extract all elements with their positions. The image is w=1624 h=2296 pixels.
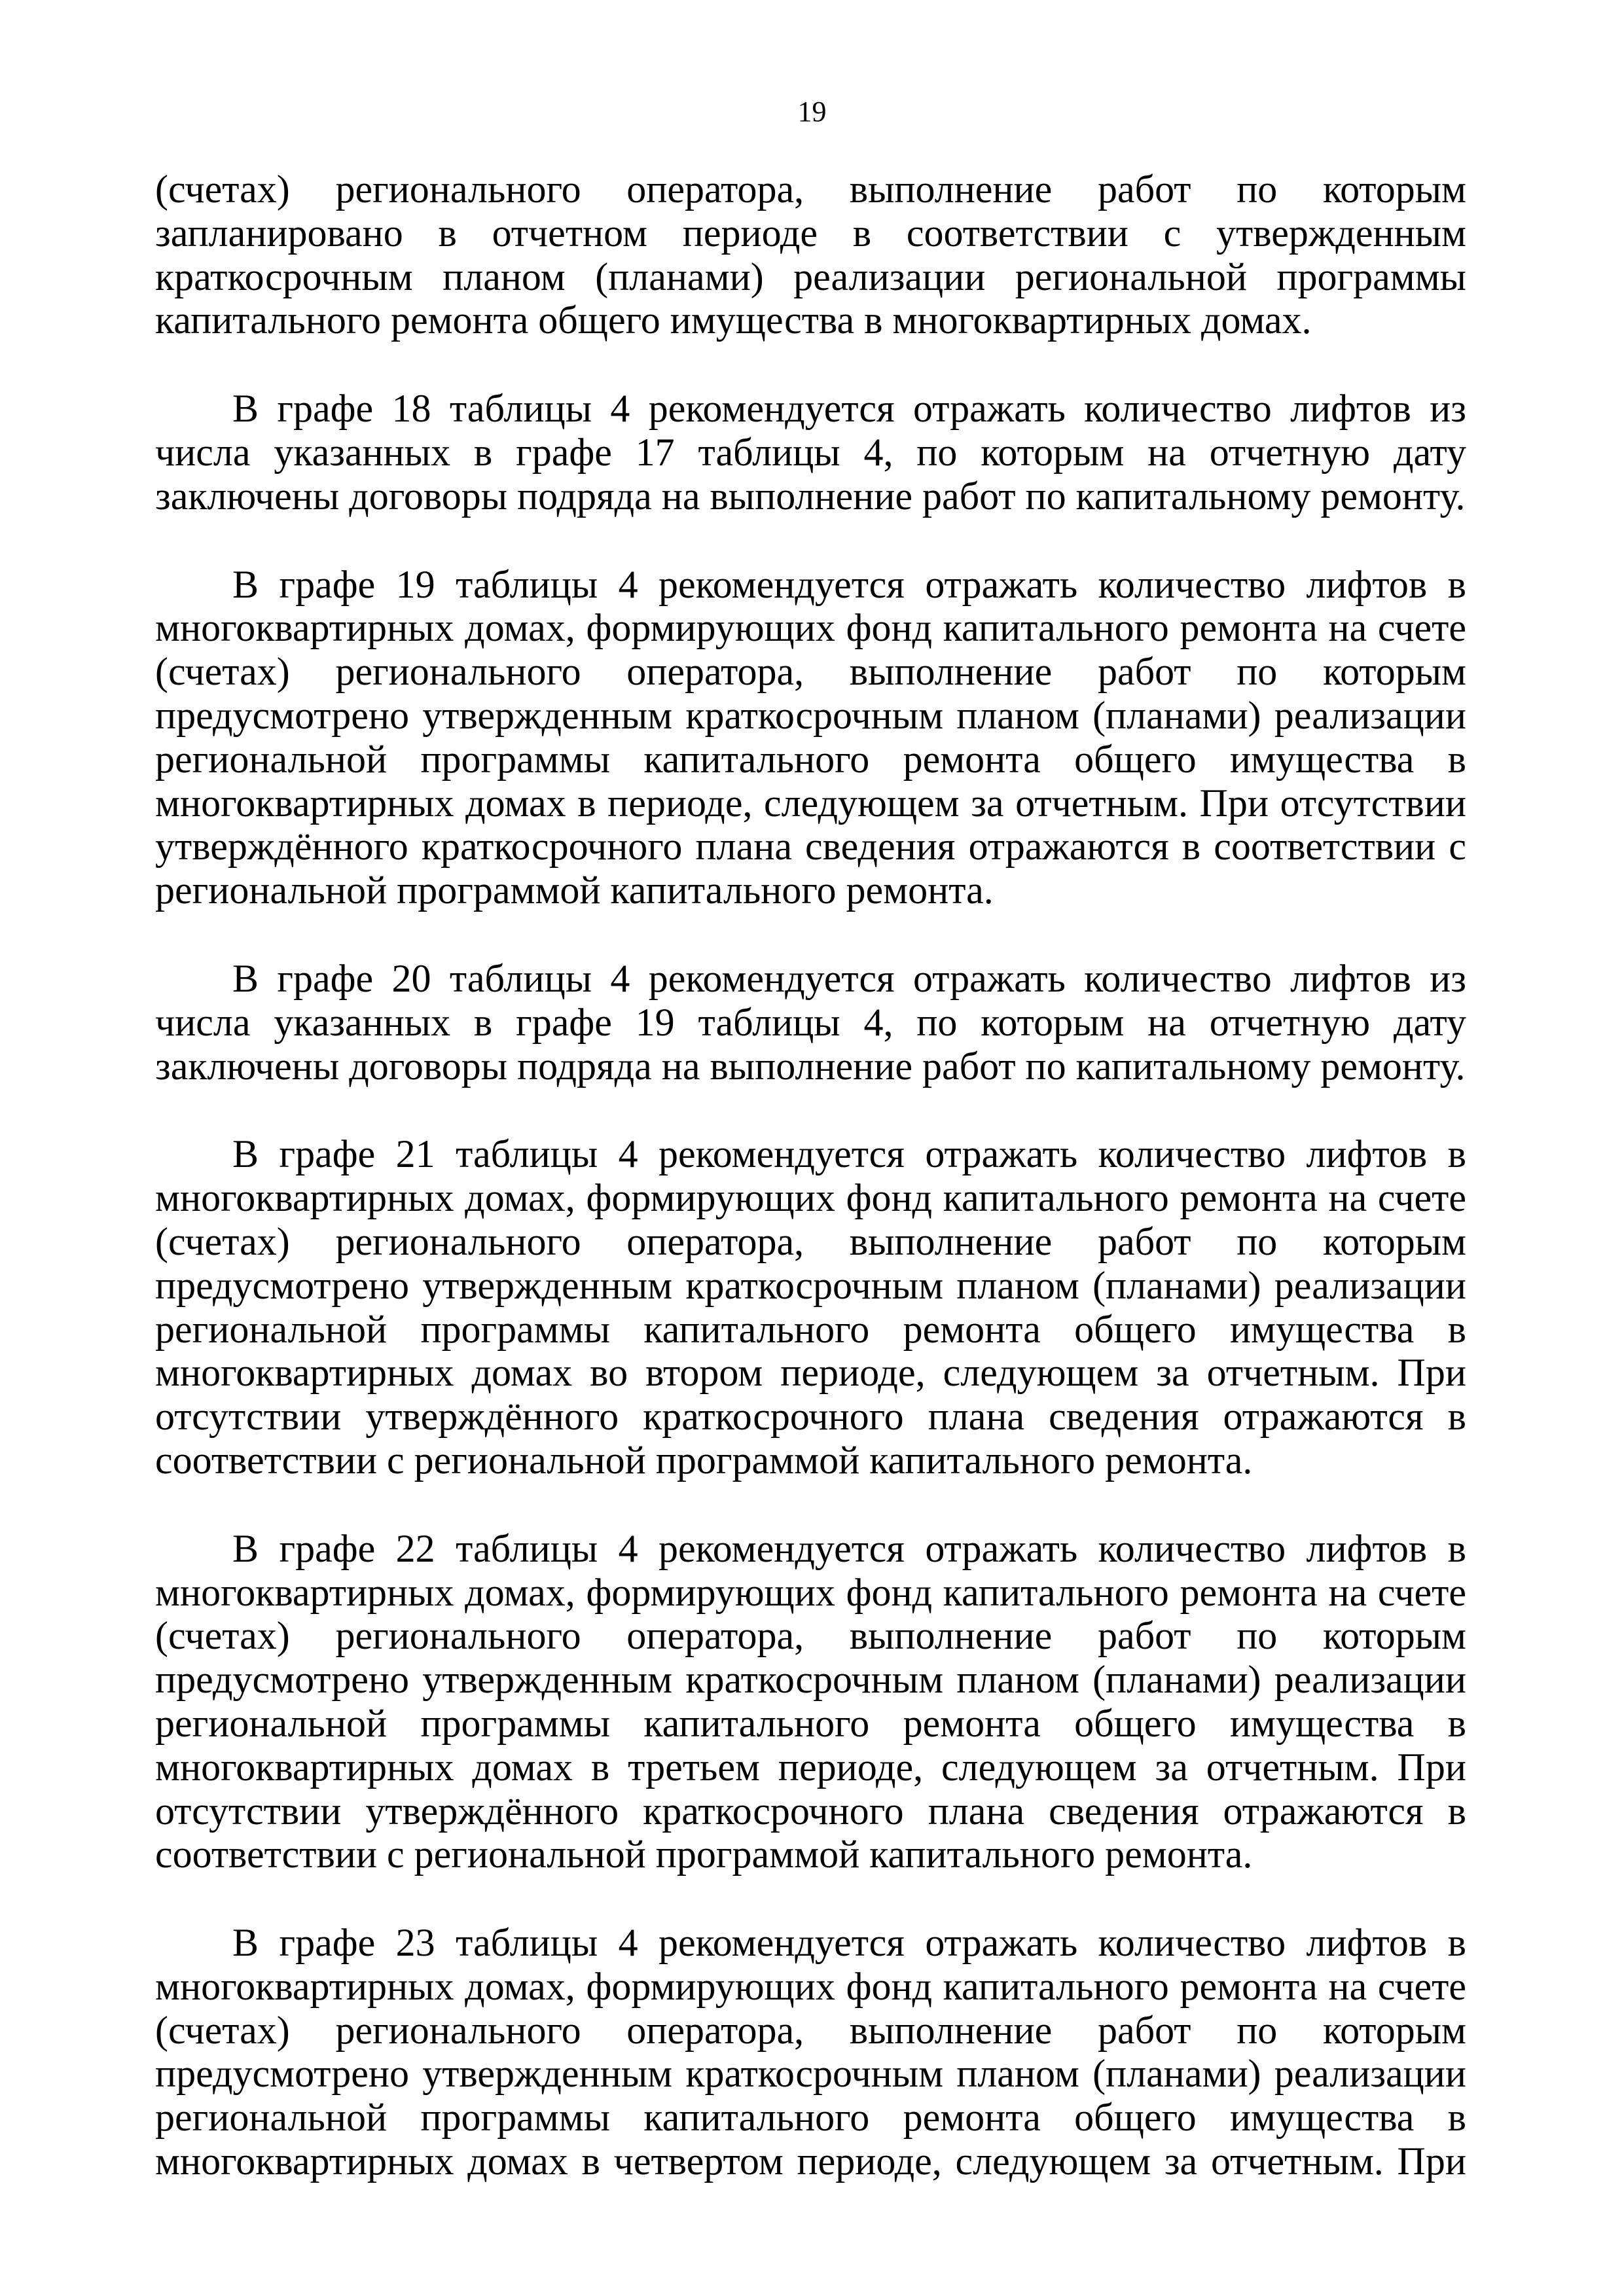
paragraph-column-21: В графе 21 таблицы 4 рекомендуется отражать количество лифтов в многоквартирных домах, формирующих фонд капитального ремонта на счете (счетах) регионального оператора, выполнение работ по которым предусмотрено утвержденным краткосрочным планом (планами) реализации региональной программы капитального ремонта общего имущества в многоквартирных домах во втором периоде, следующем за отчетным. При отсутствии утверждённого краткосрочного плана сведения отражаются в соответствии с региональной программой капитального ремонта. [155,1132,1466,1482]
paragraph-column-18: В графе 18 таблицы 4 рекомендуется отражать количество лифтов из числа указанных в графе 17 таблицы 4, по которым на отчетную дату заключены договоры подряда на выполнение работ по капитальному ремонту. [155,387,1466,518]
paragraph-column-20: В графе 20 таблицы 4 рекомендуется отражать количество лифтов из числа указанных в графе 19 таблицы 4, по которым на отчетную дату заключены договоры подряда на выполнение работ по капитальному ремонту. [155,956,1466,1088]
paragraph-continuation: (счетах) регионального оператора, выполнение работ по которым запланировано в отчетном периоде в соответствии с утвержденным краткосрочным планом (планами) реализации региональной программы капитального ремонта общего имущества в многоквартирных домах. [155,168,1466,342]
document-body [155,168,1466,2228]
paragraph-column-23: В графе 23 таблицы 4 рекомендуется отражать количество лифтов в многоквартирных домах, формирующих фонд капитального ремонта на счете (счетах) регионального оператора, выполнение работ по которым предусмотрено утвержденным краткосрочным планом (планами) реализации региональной программы капитального ремонта общего имущества в многоквартирных домах в четвертом периоде, следующем за отчетным. При [155,1921,1466,2183]
paragraph-column-19: В графе 19 таблицы 4 рекомендуется отражать количество лифтов в многоквартирных домах, формирующих фонд капитального ремонта на счете (счетах) регионального оператора, выполнение работ по которым предусмотрено утвержденным краткосрочным планом (планами) реализации региональной программы капитального ремонта общего имущества в многоквартирных домах в периоде, следующем за отчетным. При отсутствии утверждённого краткосрочного плана сведения отражаются в соответствии с региональной программой капитального ремонта. [155,562,1466,912]
paragraph-column-22: В графе 22 таблицы 4 рекомендуется отражать количество лифтов в многоквартирных домах, формирующих фонд капитального ремонта на счете (счетах) регионального оператора, выполнение работ по которым предусмотрено утвержденным краткосрочным планом (планами) реализации региональной программы капитального ремонта общего имущества в многоквартирных домах в третьем периоде, следующем за отчетным. При отсутствии утверждённого краткосрочного плана сведения отражаются в соответствии с региональной программой капитального ремонта. [155,1526,1466,1876]
page-number: 19 [797,96,827,128]
